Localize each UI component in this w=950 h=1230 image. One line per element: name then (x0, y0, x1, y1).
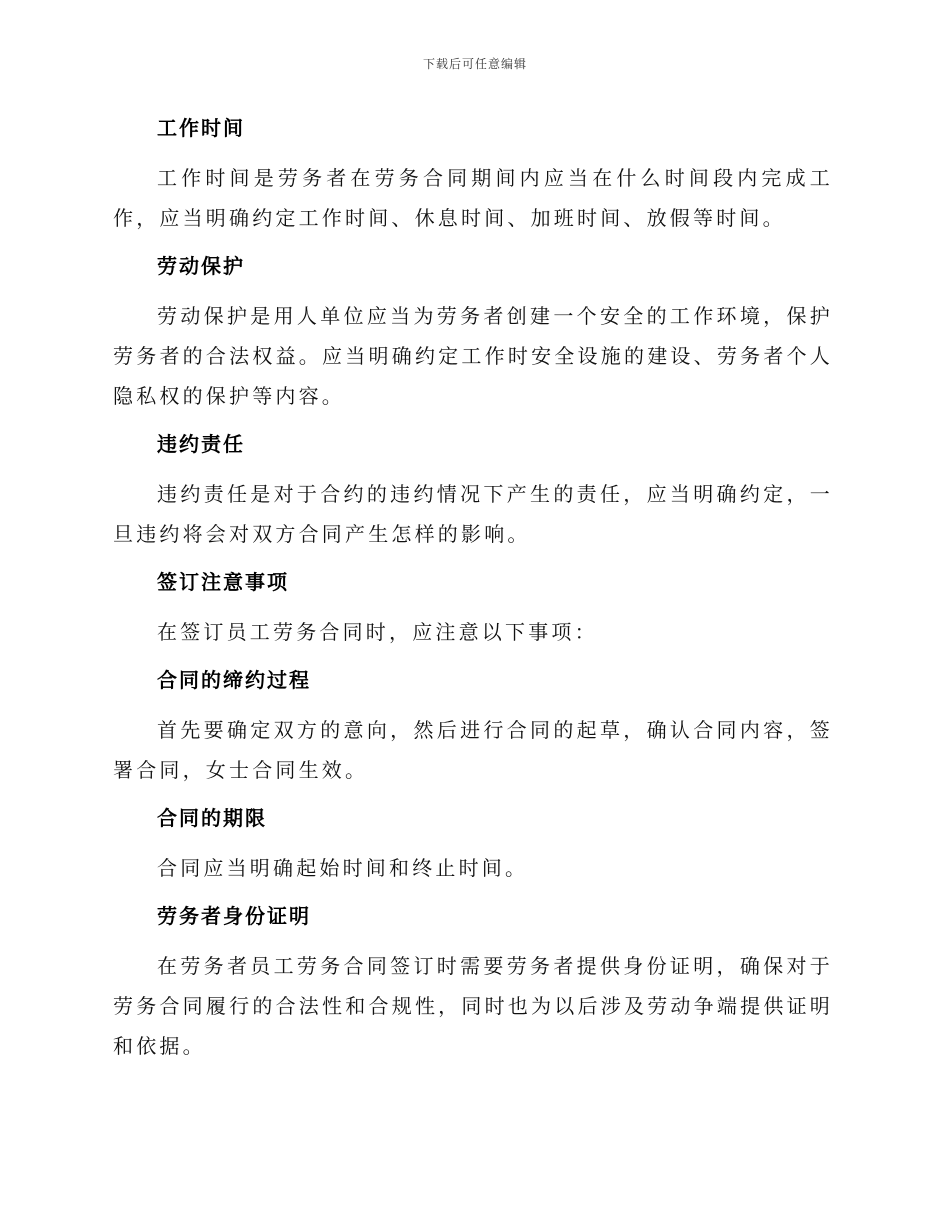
section-work-hours (113, 110, 833, 238)
section-signing-notes (113, 564, 833, 652)
section-contracting-process (113, 662, 833, 790)
section-heading: 工作时间 (157, 116, 245, 140)
document-body (113, 110, 833, 1076)
section-paragraph: 首先要确定双方的意向，然后进行合同的起草，确认合同内容，签署合同，女士合同生效。 (113, 718, 833, 782)
section-paragraph: 劳动保护是用人单位应当为劳务者创建一个安全的工作环境，保护劳务者的合法权益。应当明确约定工作时安全设施的建设、劳务者个人隐私权的保护等内容。 (113, 304, 833, 408)
section-contract-term (113, 800, 833, 888)
section-paragraph: 工作时间是劳务者在劳务合同期间内应当在什么时间段内完成工作，应当明确约定工作时间、休息时间、加班时间、放假等时间。 (113, 166, 833, 230)
section-identity-proof (113, 898, 833, 1066)
section-heading: 合同的期限 (157, 806, 267, 830)
section-heading: 劳动保护 (157, 254, 245, 278)
section-heading: 合同的缔约过程 (157, 668, 311, 692)
section-paragraph: 在劳务者员工劳务合同签订时需要劳务者提供身份证明，确保对于劳务合同履行的合法性和合规性，同时也为以后涉及劳动争端提供证明和依据。 (113, 954, 833, 1058)
section-paragraph: 在签订员工劳务合同时，应注意以下事项： (157, 620, 598, 644)
section-heading: 签订注意事项 (157, 570, 289, 594)
section-heading: 违约责任 (157, 432, 245, 456)
section-paragraph: 违约责任是对于合约的违约情况下产生的责任，应当明确约定，一旦违约将会对双方合同产生怎样的影响。 (113, 482, 833, 546)
header-note: 下载后可任意编辑 (422, 57, 527, 71)
section-breach-liability (113, 426, 833, 554)
section-heading: 劳务者身份证明 (157, 904, 311, 928)
section-paragraph: 合同应当明确起始时间和终止时间。 (157, 856, 529, 880)
section-labor-protection (113, 248, 833, 416)
